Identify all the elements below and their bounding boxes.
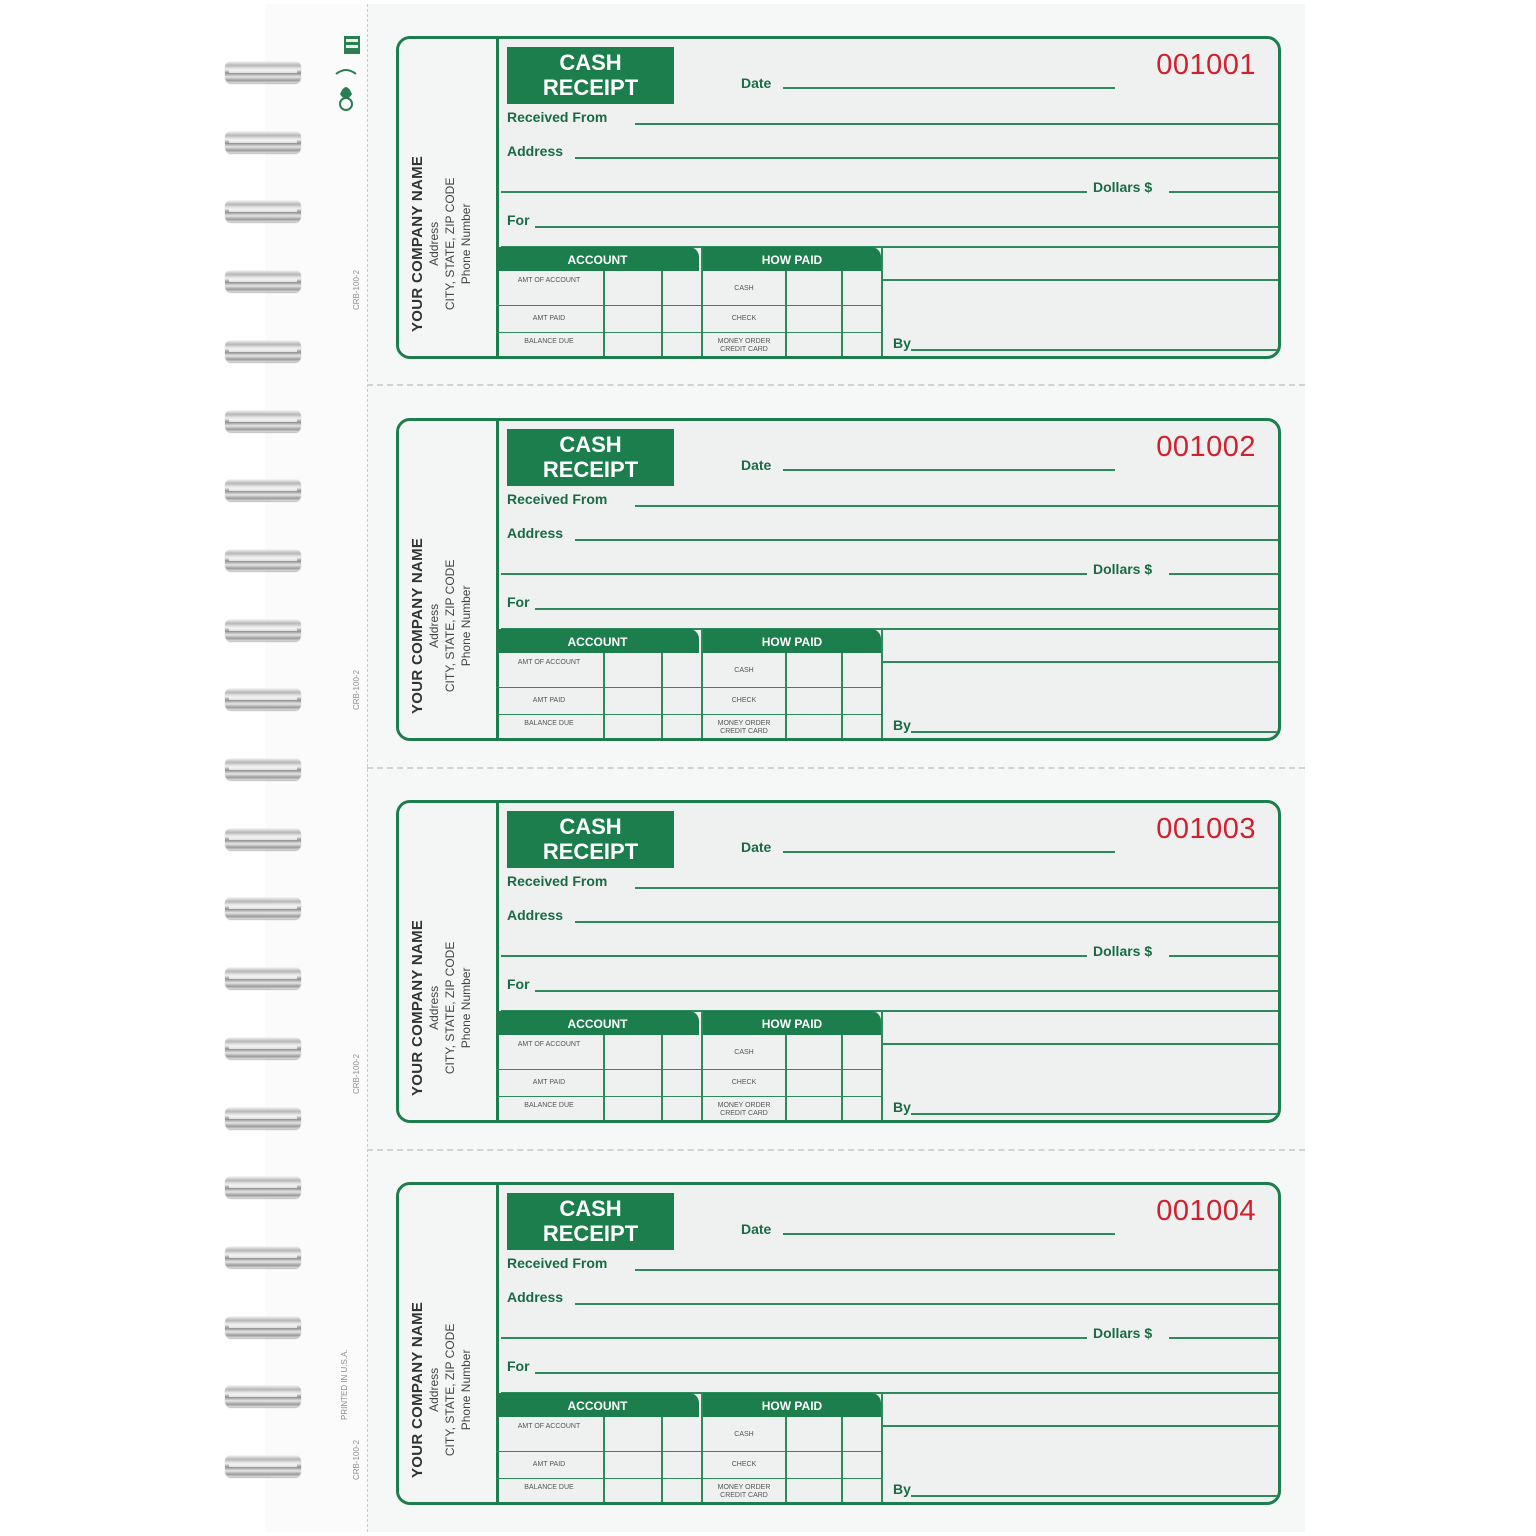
account-row-label: BALANCE DUE bbox=[524, 1102, 574, 1109]
binding-ring bbox=[225, 1176, 301, 1198]
by-signature-field[interactable] bbox=[911, 731, 1281, 733]
account-table-header: ACCOUNT bbox=[496, 1011, 699, 1035]
form-code-text: CRB-100-2 bbox=[352, 269, 361, 310]
address-field-2[interactable] bbox=[501, 573, 1087, 575]
cash-receipt bbox=[396, 1182, 1281, 1505]
table-divider bbox=[661, 1417, 663, 1505]
table-divider bbox=[881, 1393, 883, 1505]
how-paid-table-header: HOW PAID bbox=[703, 1011, 881, 1035]
company-name: YOUR COMPANY NAME bbox=[409, 1301, 426, 1478]
date-label: Date bbox=[741, 75, 772, 91]
table-divider bbox=[701, 1011, 703, 1123]
address-field-2[interactable] bbox=[501, 191, 1087, 193]
address-label: Address bbox=[507, 1289, 564, 1305]
how-paid-table-header: HOW PAID bbox=[703, 629, 881, 653]
cash-receipt bbox=[396, 418, 1281, 741]
binding-ring bbox=[225, 828, 301, 850]
title-line-1: CASH bbox=[559, 432, 622, 457]
perforation-line bbox=[367, 767, 1305, 769]
notes-field[interactable] bbox=[881, 1425, 1281, 1427]
table-row-divider bbox=[496, 714, 881, 715]
account-table-header: ACCOUNT bbox=[496, 247, 699, 271]
title-line-1: CASH bbox=[559, 50, 622, 75]
address-field-2[interactable] bbox=[501, 955, 1087, 957]
company-info-column bbox=[399, 1185, 499, 1502]
form-code-text: CRB-100-2 bbox=[352, 1439, 361, 1480]
address-field-2[interactable] bbox=[501, 1337, 1087, 1339]
binding-ring bbox=[225, 200, 301, 222]
date-label: Date bbox=[741, 839, 772, 855]
table-divider bbox=[661, 653, 663, 741]
table-divider bbox=[661, 271, 663, 359]
cash-receipt bbox=[396, 800, 1281, 1123]
how-paid-row-label: CHECK bbox=[731, 1079, 757, 1086]
date-field[interactable] bbox=[783, 851, 1115, 853]
received-from-label: Received From bbox=[507, 1255, 608, 1271]
address-field[interactable] bbox=[575, 921, 1281, 923]
company-phone: Phone Number bbox=[459, 585, 473, 667]
dollars-label: Dollars $ bbox=[1093, 943, 1153, 959]
binding-ring bbox=[225, 549, 301, 571]
dollars-label: Dollars $ bbox=[1093, 561, 1153, 577]
received-from-field[interactable] bbox=[635, 505, 1281, 507]
how-paid-row-label: CHECK bbox=[731, 1461, 757, 1468]
company-city-line: CITY, STATE, ZIP CODE bbox=[443, 941, 457, 1075]
binding-ring bbox=[225, 61, 301, 83]
by-label: By bbox=[893, 1481, 911, 1497]
company-city-line: CITY, STATE, ZIP CODE bbox=[443, 1323, 457, 1457]
company-name: YOUR COMPANY NAME bbox=[409, 155, 426, 332]
for-label: For bbox=[507, 976, 530, 992]
date-field[interactable] bbox=[783, 87, 1115, 89]
dollars-field[interactable] bbox=[1169, 191, 1281, 193]
how-paid-row-label: CHECK bbox=[731, 315, 757, 322]
company-phone: Phone Number bbox=[459, 1349, 473, 1431]
account-row-label: AMT PAID bbox=[532, 1461, 566, 1468]
title-line-2: RECEIPT bbox=[542, 1221, 639, 1246]
title-line-2: RECEIPT bbox=[542, 457, 639, 482]
account-row-label: BALANCE DUE bbox=[524, 338, 574, 345]
table-divider bbox=[603, 271, 605, 359]
how-paid-row-label: MONEY ORDER CREDIT CARD bbox=[717, 338, 771, 353]
binding-ring bbox=[225, 1246, 301, 1268]
company-address: Address bbox=[427, 221, 441, 266]
account-row-label: BALANCE DUE bbox=[524, 720, 574, 727]
how-paid-row-label: CHECK bbox=[731, 697, 757, 704]
binding-ring bbox=[225, 688, 301, 710]
receipt-number: 001003 bbox=[1156, 813, 1256, 845]
account-row-label: AMT PAID bbox=[532, 1079, 566, 1086]
company-info-column bbox=[399, 421, 499, 738]
table-divider bbox=[603, 1417, 605, 1505]
for-label: For bbox=[507, 1358, 530, 1374]
address-field[interactable] bbox=[575, 157, 1281, 159]
how-paid-table-header: HOW PAID bbox=[703, 247, 881, 271]
binding-ring bbox=[225, 1455, 301, 1477]
form-code-text: CRB-100-2 bbox=[352, 1053, 361, 1094]
for-field[interactable] bbox=[535, 608, 1281, 610]
for-label: For bbox=[507, 212, 530, 228]
binding-ring bbox=[225, 1037, 301, 1059]
dollars-field[interactable] bbox=[1169, 1337, 1281, 1339]
table-divider bbox=[701, 1393, 703, 1505]
notes-field[interactable] bbox=[881, 1043, 1281, 1045]
binding-ring bbox=[225, 1107, 301, 1129]
company-block bbox=[409, 156, 474, 332]
receipt-number: 001001 bbox=[1156, 49, 1256, 81]
binding-ring bbox=[225, 410, 301, 432]
binding-ring bbox=[225, 479, 301, 501]
binding-ring bbox=[225, 967, 301, 989]
account-row-label: AMT PAID bbox=[532, 697, 566, 704]
title-line-1: CASH bbox=[559, 814, 622, 839]
by-label: By bbox=[893, 1099, 911, 1115]
company-address: Address bbox=[427, 1367, 441, 1412]
company-block bbox=[409, 920, 474, 1096]
company-city-line: CITY, STATE, ZIP CODE bbox=[443, 177, 457, 311]
binding-ring bbox=[225, 131, 301, 153]
for-field[interactable] bbox=[535, 990, 1281, 992]
binding-ring bbox=[225, 619, 301, 641]
for-field[interactable] bbox=[535, 1372, 1281, 1374]
how-paid-row-label: CASH bbox=[734, 1049, 754, 1056]
table-divider bbox=[603, 1035, 605, 1123]
table-row-divider bbox=[496, 1096, 881, 1097]
received-from-field[interactable] bbox=[635, 123, 1281, 125]
how-paid-row-label: CASH bbox=[734, 1431, 754, 1438]
company-address: Address bbox=[427, 985, 441, 1030]
table-divider bbox=[841, 1035, 843, 1123]
received-from-label: Received From bbox=[507, 491, 608, 507]
binding-ring bbox=[225, 758, 301, 780]
perforation-line bbox=[367, 1149, 1305, 1151]
received-from-field[interactable] bbox=[635, 887, 1281, 889]
binding-ring bbox=[225, 897, 301, 919]
address-label: Address bbox=[507, 525, 564, 541]
account-row-label: AMT PAID bbox=[532, 315, 566, 322]
for-field[interactable] bbox=[535, 226, 1281, 228]
table-divider bbox=[841, 1417, 843, 1505]
table-row-divider bbox=[496, 305, 881, 306]
table-divider bbox=[785, 1417, 787, 1505]
date-label: Date bbox=[741, 457, 772, 473]
cash-receipt-title bbox=[507, 47, 674, 104]
company-block bbox=[409, 1302, 474, 1478]
title-line-1: CASH bbox=[559, 1196, 622, 1221]
company-phone: Phone Number bbox=[459, 967, 473, 1049]
received-from-field[interactable] bbox=[635, 1269, 1281, 1271]
account-row-label: AMT OF ACCOUNT bbox=[517, 1423, 581, 1430]
address-field[interactable] bbox=[575, 539, 1281, 541]
address-label: Address bbox=[507, 907, 564, 923]
title-line-2: RECEIPT bbox=[542, 75, 639, 100]
company-address: Address bbox=[427, 603, 441, 648]
table-row-divider bbox=[496, 1451, 881, 1452]
binding-ring bbox=[225, 1316, 301, 1338]
address-field[interactable] bbox=[575, 1303, 1281, 1305]
received-from-label: Received From bbox=[507, 873, 608, 889]
table-row-divider bbox=[496, 332, 881, 333]
account-row-label: AMT OF ACCOUNT bbox=[517, 1041, 581, 1048]
table-divider bbox=[661, 1035, 663, 1123]
table-row-divider bbox=[496, 1069, 881, 1070]
table-divider bbox=[701, 629, 703, 741]
table-divider bbox=[841, 271, 843, 359]
company-info-column bbox=[399, 39, 499, 356]
company-name: YOUR COMPANY NAME bbox=[409, 919, 426, 1096]
how-paid-row-label: CASH bbox=[734, 285, 754, 292]
date-field[interactable] bbox=[783, 1233, 1115, 1235]
by-signature-field[interactable] bbox=[911, 1113, 1281, 1115]
received-from-label: Received From bbox=[507, 109, 608, 125]
table-divider bbox=[785, 653, 787, 741]
binding-ring bbox=[225, 1385, 301, 1407]
dollars-field[interactable] bbox=[1169, 573, 1281, 575]
title-line-2: RECEIPT bbox=[542, 839, 639, 864]
printer-logo-icon bbox=[330, 34, 362, 122]
company-city-line: CITY, STATE, ZIP CODE bbox=[443, 559, 457, 693]
dollars-field[interactable] bbox=[1169, 955, 1281, 957]
account-row-label: BALANCE DUE bbox=[524, 1484, 574, 1491]
how-paid-row-label: MONEY ORDER CREDIT CARD bbox=[717, 1484, 771, 1499]
table-divider bbox=[881, 629, 883, 741]
company-name: YOUR COMPANY NAME bbox=[409, 537, 426, 714]
company-phone: Phone Number bbox=[459, 203, 473, 285]
table-divider bbox=[785, 271, 787, 359]
table-divider bbox=[881, 247, 883, 359]
table-divider bbox=[701, 247, 703, 359]
dollars-label: Dollars $ bbox=[1093, 179, 1153, 195]
account-table-header: ACCOUNT bbox=[496, 629, 699, 653]
date-label: Date bbox=[741, 1221, 772, 1237]
account-row-label: AMT OF ACCOUNT bbox=[517, 659, 581, 666]
cash-receipt-title bbox=[507, 1193, 674, 1250]
table-divider bbox=[881, 1011, 883, 1123]
how-paid-table-header: HOW PAID bbox=[703, 1393, 881, 1417]
cash-receipt-title bbox=[507, 811, 674, 868]
table-divider bbox=[841, 653, 843, 741]
by-label: By bbox=[893, 717, 911, 733]
by-signature-field[interactable] bbox=[911, 1495, 1281, 1497]
notes-field[interactable] bbox=[881, 279, 1281, 281]
account-row-label: AMT OF ACCOUNT bbox=[517, 277, 581, 284]
for-label: For bbox=[507, 594, 530, 610]
table-divider bbox=[603, 653, 605, 741]
form-code-text: CRB-100-2 bbox=[352, 669, 361, 710]
table-divider bbox=[785, 1035, 787, 1123]
notes-field[interactable] bbox=[881, 661, 1281, 663]
company-block bbox=[409, 538, 474, 714]
table-row-divider bbox=[496, 687, 881, 688]
by-signature-field[interactable] bbox=[911, 349, 1281, 351]
cash-receipt bbox=[396, 36, 1281, 359]
binding-ring bbox=[225, 340, 301, 362]
receipt-number: 001002 bbox=[1156, 431, 1256, 463]
how-paid-row-label: CASH bbox=[734, 667, 754, 674]
by-label: By bbox=[893, 335, 911, 351]
account-table-header: ACCOUNT bbox=[496, 1393, 699, 1417]
binding-ring bbox=[225, 270, 301, 292]
perforation-line bbox=[367, 384, 1305, 386]
address-label: Address bbox=[507, 143, 564, 159]
printed-in-usa-text: PRINTED IN U.S.A. bbox=[340, 1349, 349, 1420]
how-paid-row-label: MONEY ORDER CREDIT CARD bbox=[717, 1102, 771, 1117]
date-field[interactable] bbox=[783, 469, 1115, 471]
how-paid-row-label: MONEY ORDER CREDIT CARD bbox=[717, 720, 771, 735]
table-row-divider bbox=[496, 1478, 881, 1479]
receipt-number: 001004 bbox=[1156, 1195, 1256, 1227]
cash-receipt-title bbox=[507, 429, 674, 486]
company-info-column bbox=[399, 803, 499, 1120]
dollars-label: Dollars $ bbox=[1093, 1325, 1153, 1341]
